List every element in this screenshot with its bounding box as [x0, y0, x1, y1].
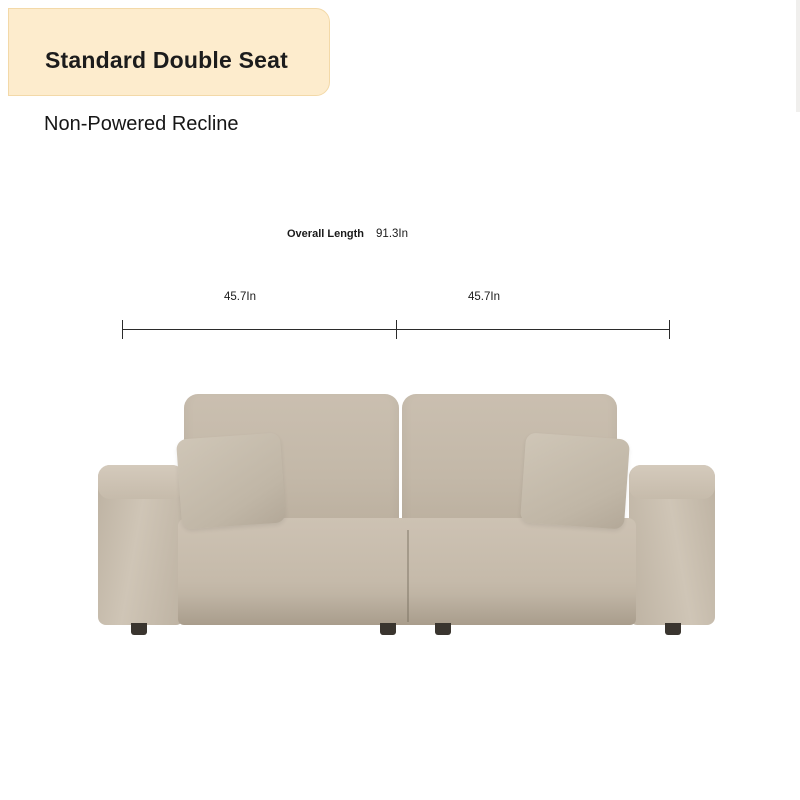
segment-right-value: 45.7In: [468, 291, 500, 303]
dimension-tick-right: [669, 320, 670, 339]
dimension-tick-center: [396, 320, 397, 339]
sofa-leg: [665, 623, 681, 635]
overall-length-value: 91.3In: [376, 228, 409, 240]
seat-divider-line: [407, 530, 409, 622]
sofa-leg: [380, 623, 396, 635]
variant-subtitle: Non-Powered Recline: [44, 113, 239, 135]
page-title: Standard Double Seat: [45, 47, 288, 73]
armrest-top-left: [98, 465, 184, 499]
overall-length-label: Overall Length: [287, 228, 365, 240]
throw-pillow-right: [520, 432, 630, 529]
sofa-illustration: [95, 380, 715, 650]
sofa-leg: [131, 623, 147, 635]
sofa-leg: [435, 623, 451, 635]
segment-left-value: 45.7In: [224, 291, 256, 303]
variant-title-tab: [8, 8, 330, 96]
overall-length-annotation: [287, 228, 408, 240]
throw-pillow-left: [176, 432, 286, 529]
dimension-tick-left: [122, 320, 123, 339]
armrest-top-right: [629, 465, 715, 499]
page-edge-strip: [796, 0, 800, 112]
